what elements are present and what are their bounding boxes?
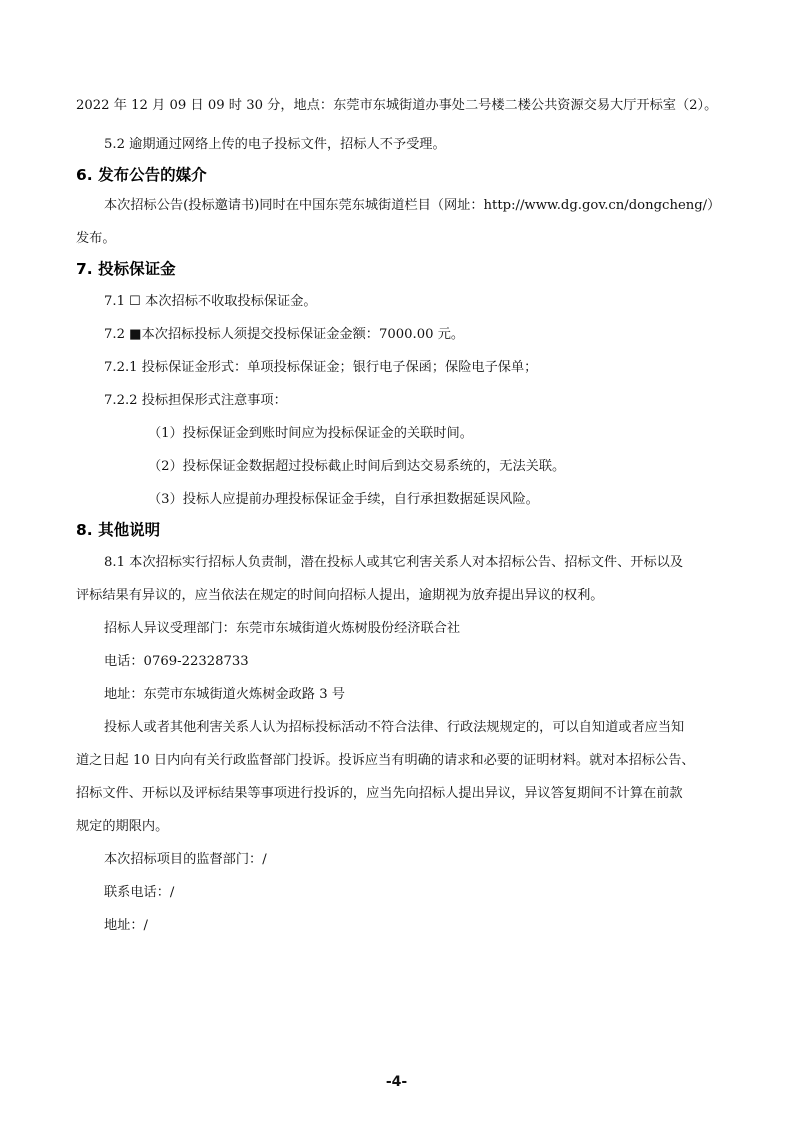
clause-7-2: 7.2 ■本次招标投标人须提交投标保证金金额：7000.00 元。 — [104, 327, 465, 342]
clause-7-2-2: 7.2.2 投标担保形式注意事项： — [104, 393, 287, 408]
supervision-department: 本次招标项目的监督部门：/ — [104, 852, 267, 867]
objection-address: 地址：东莞市东城街道火炼树金政路 3 号 — [104, 687, 345, 702]
note-1: （1）投标保证金到账时间应为投标保证金的关联时间。 — [148, 426, 473, 441]
media-text-line-1: 本次招标公告(投标邀请书)同时在中国东莞东城街道栏目（网址：http://www.dg.gov.cn/dongcheng/） — [104, 198, 721, 213]
document-body — [76, 96, 724, 942]
supervision-phone: 联系电话：/ — [104, 885, 175, 900]
note-2: （2）投标保证金数据超过投标截止时间后到达交易系统的，无法关联。 — [148, 459, 566, 474]
complaint-line-2: 道之日起 10 日内向有关行政监督部门投诉。投诉应当有明确的请求和必要的证明材料。就对本招标公告、 — [76, 753, 695, 768]
objection-department: 招标人异议受理部门：东莞市东城街道火炼树股份经济联合社 — [104, 621, 461, 636]
complaint-line-3: 招标文件、开标以及评标结果等事项进行投诉的，应当先向招标人提出异议，异议答复期间不计算在前款 — [76, 786, 683, 801]
clause-8-1-line-1: 8.1 本次招标实行招标人负责制，潜在投标人或其它利害关系人对本招标公告、招标文件、开标以及 — [104, 555, 684, 570]
complaint-line-4: 规定的期限内。 — [76, 819, 169, 834]
media-text-line-2: 发布。 — [76, 231, 116, 246]
note-3: （3）投标人应提前办理投标保证金手续，自行承担数据延误风险。 — [148, 492, 539, 507]
clause-7-1: 7.1 ☐ 本次招标不收取投标保证金。 — [104, 294, 317, 309]
clause-5-2: 5.2 逾期通过网络上传的电子投标文件，招标人不予受理。 — [104, 137, 446, 152]
section-6-heading: 6. 发布公告的媒介 — [76, 166, 207, 184]
section-8-heading: 8. 其他说明 — [76, 521, 161, 539]
page-number: -4- — [385, 1074, 408, 1090]
complaint-paragraph — [76, 711, 724, 843]
section-7-heading: 7. 投标保证金 — [76, 260, 176, 278]
objection-phone: 电话：0769-22328733 — [104, 654, 249, 669]
clause-8-1 — [76, 546, 724, 612]
complaint-line-1: 投标人或者其他利害关系人认为招标投标活动不符合法律、行政法规规定的，可以自知道或者应当知 — [104, 720, 685, 735]
supervision-address: 地址：/ — [104, 918, 149, 933]
opening-time-location: 2022 年 12 月 09 日 09 时 30 分，地点：东莞市东城街道办事处二号楼二楼公共资源交易大厅开标室（2）。 — [76, 98, 718, 113]
section-6-paragraph — [76, 189, 724, 255]
clause-8-1-line-2: 评标结果有异议的，应当依法在规定的时间向招标人提出，逾期视为放弃提出异议的权利。 — [76, 588, 604, 603]
clause-7-2-1: 7.2.1 投标保证金形式：单项投标保证金；银行电子保函；保险电子保单； — [104, 360, 538, 375]
